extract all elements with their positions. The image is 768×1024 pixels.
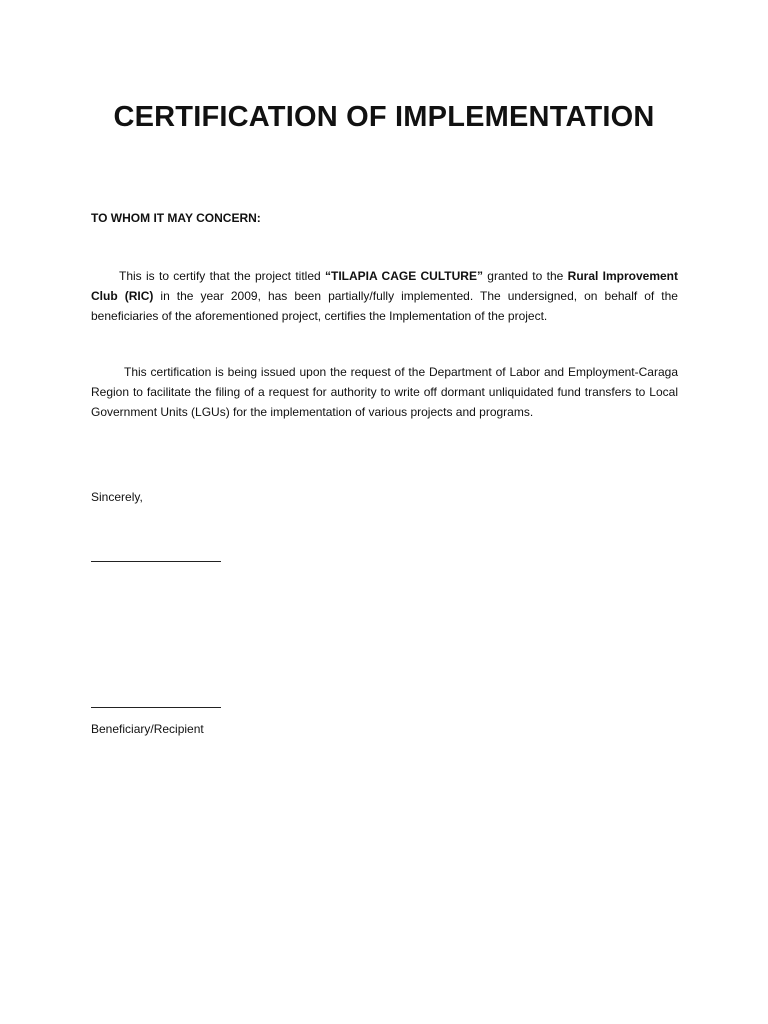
document-title: CERTIFICATION OF IMPLEMENTATION xyxy=(113,101,655,133)
paragraph1-text-b: granted to the xyxy=(482,269,568,283)
paragraph-certification xyxy=(91,266,678,326)
paragraph1-text-a: This is to certify that the project titled xyxy=(119,269,325,283)
signature-line-1 xyxy=(91,561,221,562)
closing: Sincerely, xyxy=(91,490,143,504)
paragraph1-text-c: in the year 2009, has been partially/fully implemented. The undersigned, on behalf of the beneficiaries of the aforementioned project, certifies the Implementation of the project. xyxy=(91,289,678,323)
salutation: TO WHOM IT MAY CONCERN: xyxy=(91,211,261,225)
recipient-name: Rural Improvement Club (RIC) xyxy=(91,269,679,303)
signature-line-2 xyxy=(91,707,221,708)
project-title: “TILAPIA CAGE CULTURE” xyxy=(324,269,483,283)
signature-label: Beneficiary/Recipient xyxy=(91,722,204,736)
paragraph-purpose: This certification is being issued upon the request of the Department of Labor and Employment-Caraga Region to facilitate the filing of a request for authority to write off dormant unliquidated fund transfers to Local Government Units (LGUs) for the implementation of various projects and programs. xyxy=(91,365,678,419)
